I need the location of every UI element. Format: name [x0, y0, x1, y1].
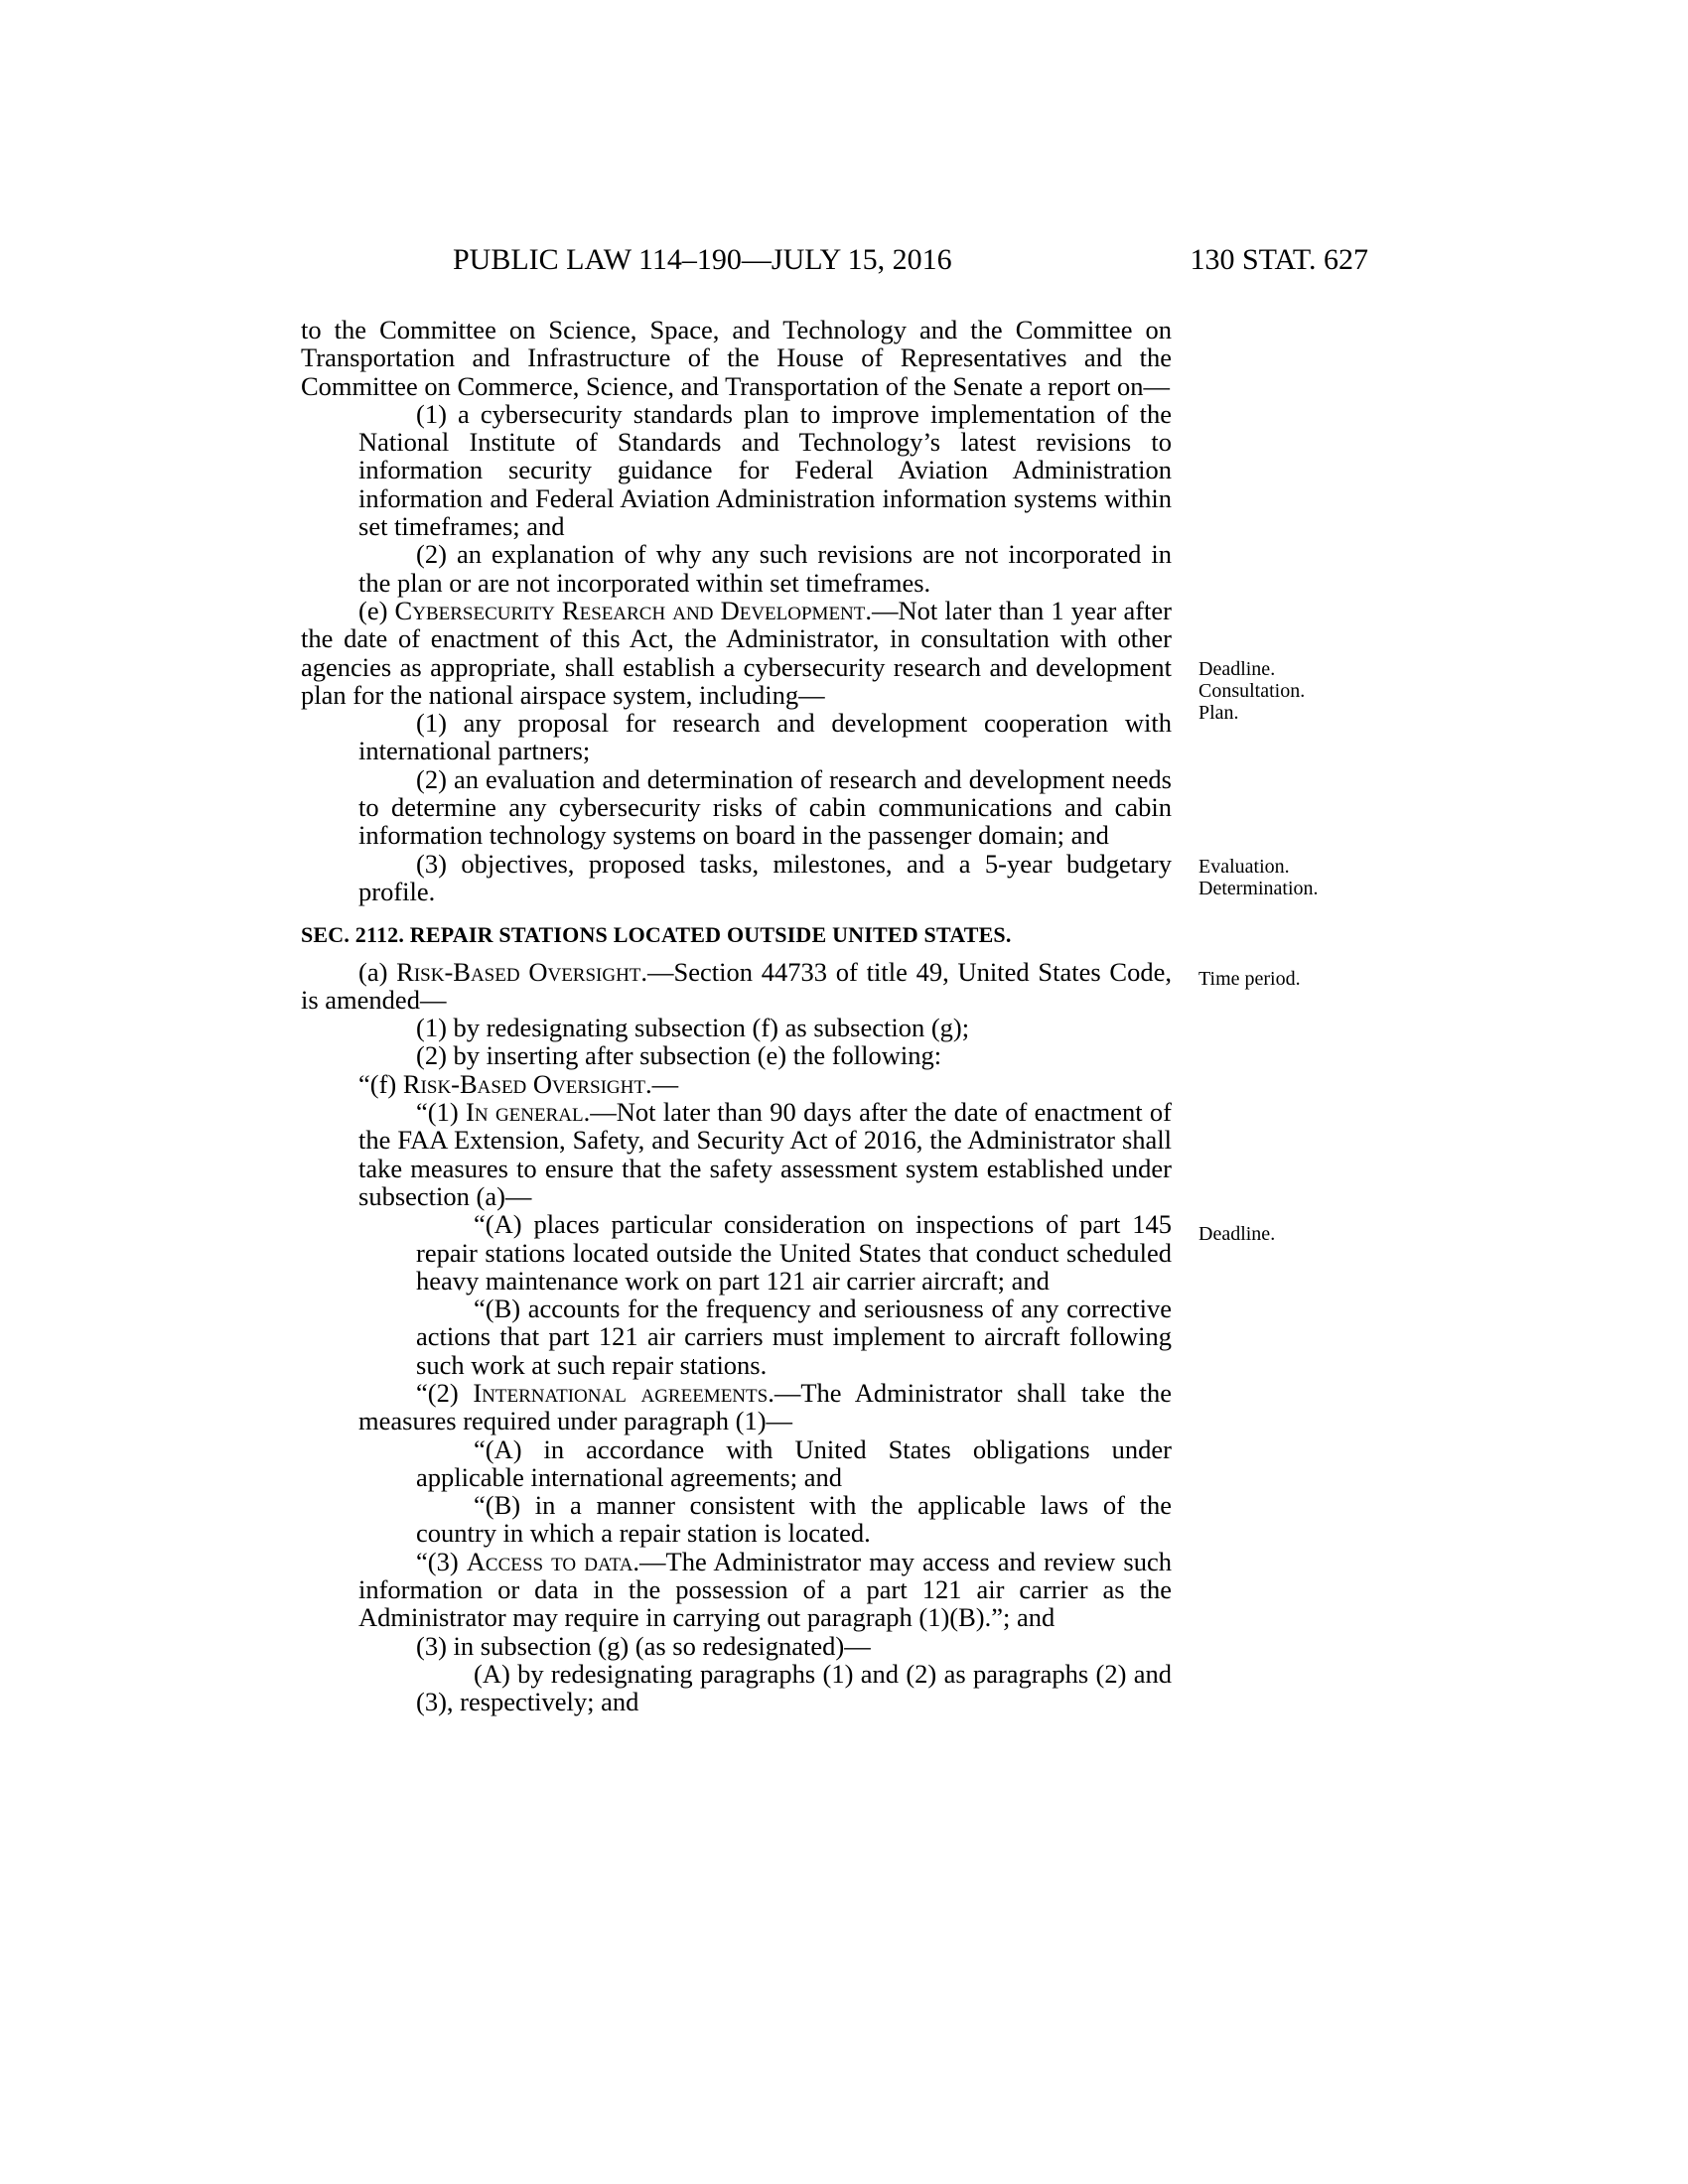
quoted-subparagraph-f1A: “(A) places particular consideration on inspections of part 145 repair stations located outside the United States that conduct scheduled heavy maintenance work on part 121 air carrier aircraft; and	[416, 1209, 1172, 1296]
quoted-subsection-f: “(f) Risk-Based Oversight.—	[358, 1068, 679, 1099]
subsection-a: (a) Risk-Based Oversight.—Section 44733 of title 49, United States Code, is amended—	[301, 956, 1172, 1015]
section-heading: SEC. 2112. REPAIR STATIONS LOCATED OUTSIDE UNITED STATES.	[301, 922, 1012, 948]
margin-note-3	[1198, 968, 1301, 990]
quoted-paragraph-f1: “(1) In general.—Not later than 90 days after the date of enactment of the FAA Extension, Safety, and Security Act of 2016, the Administrator shall take measures to ensure that the safety assessment system established under subsection (a)—	[358, 1097, 1172, 1211]
quoted-paragraph-f2-heading: International agreements	[473, 1377, 769, 1408]
document-body	[301, 316, 1172, 1716]
margin-note-deadline-2: Deadline.	[1198, 1223, 1276, 1245]
header-title: PUBLIC LAW 114–190—JULY 15, 2016	[453, 243, 952, 276]
subsection-a-heading: Risk-Based Oversight	[396, 956, 641, 987]
margin-note-time-period: Time period.	[1198, 968, 1301, 990]
paragraph-e2: (2) an evaluation and determination of research and development needs to determine any cybersecurity risks of cabin communications and cabin information technology systems on board in the passenger domain; and	[358, 763, 1172, 851]
paragraph-e1: (1) any proposal for research and development cooperation with international partners;	[358, 708, 1172, 766]
subsection-e: (e) Cybersecurity Research and Development.—Not later than 1 year after the date of enactment of this Act, the Administrator, in consultation with other agencies as appropriate, shall establish a cybersecurity research and development plan for the national airspace system, including—	[301, 595, 1172, 710]
subparagraph-a3A: (A) by redesignating paragraphs (1) and (2) as paragraphs (2) and (3), respectively; and	[416, 1658, 1172, 1717]
margin-note-2	[1198, 856, 1319, 899]
quoted-subsection-f-heading: Risk-Based Oversight	[402, 1068, 645, 1099]
quoted-subparagraph-f2A: “(A) in accordance with United States obligations under applicable international agreements; and	[416, 1433, 1172, 1492]
margin-note-4	[1198, 1223, 1275, 1245]
page-header	[301, 243, 1368, 283]
paragraph-a1: (1) by redesignating subsection (f) as subsection (g);	[416, 1013, 970, 1043]
margin-note-1	[1198, 658, 1305, 724]
quoted-subparagraph-f2B: “(B) in a manner consistent with the applicable laws of the country in which a repair station is located.	[416, 1490, 1172, 1549]
quoted-paragraph-f1-heading: In general	[466, 1097, 584, 1128]
margin-note-consultation: Consultation.	[1198, 680, 1306, 702]
quoted-paragraph-f3-heading: Access to data	[466, 1546, 633, 1576]
margin-note-evaluation: Evaluation.	[1198, 856, 1290, 878]
paragraph-a2: (2) by inserting after subsection (e) the following:	[416, 1040, 942, 1071]
paragraph-intro: to the Committee on Science, Space, and Technology and the Committee on Transportation and Infrastructure of the House of Representatives and the Committee on Commerce, Science, and Transportation of the Senate a report on—	[301, 315, 1172, 401]
paragraph-d2: (2) an explanation of why any such revisions are not incorporated in the plan or are not incorporated within set timeframes.	[358, 539, 1172, 598]
margin-note-plan: Plan.	[1198, 702, 1239, 724]
paragraph-a3: (3) in subsection (g) (as so redesignated)—	[416, 1630, 871, 1661]
quoted-paragraph-f2: “(2) International agreements.—The Administrator shall take the measures required under paragraph (1)—	[358, 1377, 1172, 1436]
paragraph-d1: (1) a cybersecurity standards plan to improve implementation of the National Institute of Standards and Technology’s latest revisions to information security guidance for Federal Aviation Administration information and Federal Aviation Administration information systems within set timeframes; and	[358, 398, 1172, 542]
paragraph-e3: (3) objectives, proposed tasks, milestones, and a 5-year budgetary profile.	[358, 848, 1172, 906]
subsection-e-heading: Cybersecurity Research and Development	[394, 595, 866, 625]
header-page-number: 130 STAT. 627	[1190, 243, 1368, 276]
margin-note-deadline: Deadline.	[1198, 658, 1276, 680]
quoted-paragraph-f3: “(3) Access to data.—The Administrator may access and review such information or data in the possession of a part 121 air carrier as the Administrator may require in carrying out paragraph (1)(B).”; and	[358, 1546, 1172, 1633]
margin-note-determination: Determination.	[1198, 878, 1319, 899]
quoted-subparagraph-f1B: “(B) accounts for the frequency and seriousness of any corrective actions that part 121 air carriers must implement to aircraft following such work at such repair stations.	[416, 1294, 1172, 1380]
